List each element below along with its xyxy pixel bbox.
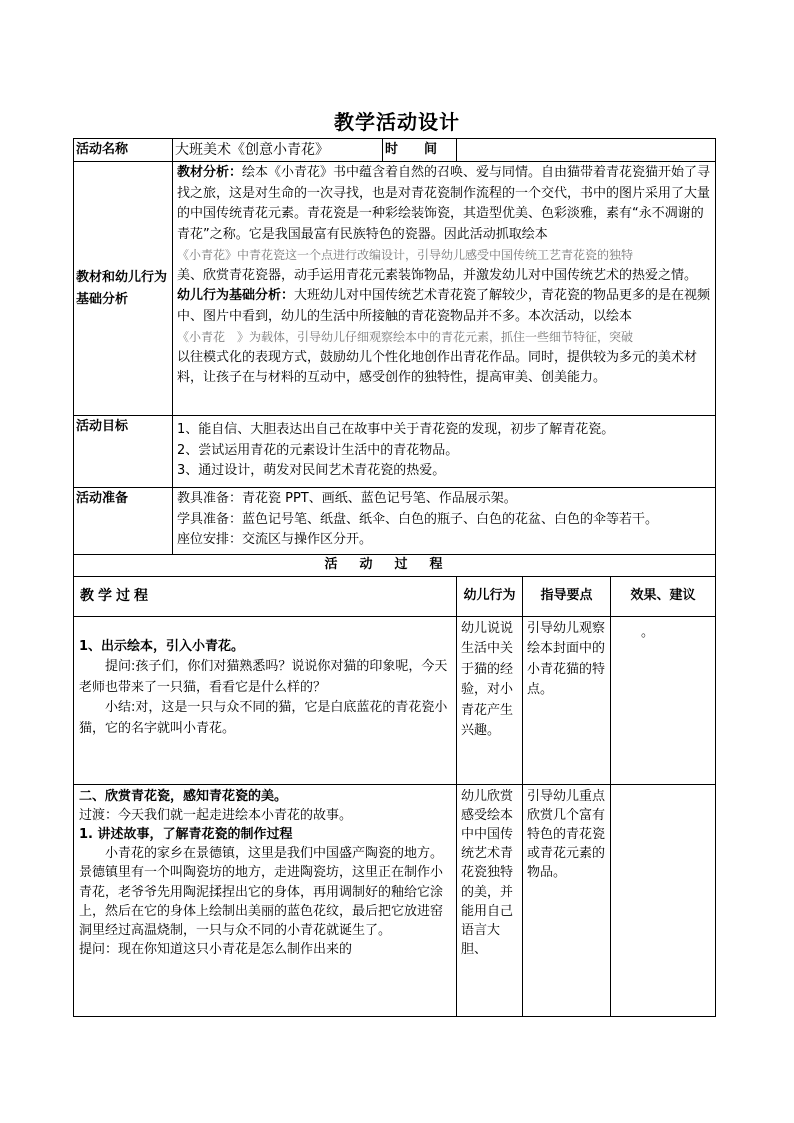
goals-row <box>74 416 716 488</box>
prep-item: 座位安排：交流区与操作区分开。 <box>177 532 373 547</box>
material-heading: 教材分析： <box>177 165 243 180</box>
process-header-row <box>74 576 716 616</box>
behavior-heading: 幼儿行为基础分析： <box>177 288 295 303</box>
goals-content <box>173 416 716 488</box>
activity-name-row <box>74 139 716 162</box>
step2-row <box>74 784 716 1016</box>
header-guide: 指导要点 <box>523 576 611 616</box>
time-value <box>457 139 716 162</box>
process-title-row <box>74 555 716 577</box>
header-effect: 效果、建议 <box>611 576 716 616</box>
analysis-label: 教材和幼儿行为基础分析 <box>74 162 173 416</box>
step1-guide: 引导幼儿观察绘本封面中的小青花猫的特点。 <box>523 616 611 784</box>
step2-child: 幼儿欣赏感受绘本中中国传统艺术青花瓷独特的美，并能用自己语言大胆、 <box>457 784 523 1016</box>
step1-question: 提问:孩子们，你们对猫熟悉吗？说说你对猫的印象呢，今天老师也带来了一只猫，看看它是什么样的？ <box>79 659 448 695</box>
material-text-2: 《小青花》中青花瓷这一个点进行改编设计，引导幼儿感受中国传统工艺青花瓷的独特 <box>177 248 634 262</box>
analysis-content <box>173 162 716 416</box>
behavior-text-2: 《小青花 》为载体，引导幼儿仔细观察绘本中的青花元素，抓住一些细节特征，突破 <box>177 330 634 344</box>
page-title: 教学活动设计 <box>334 110 460 134</box>
step1-summary: 小结:对，这是一只与众不同的猫，它是白底蓝花的青花瓷小猫，它的名字就叫小青花。 <box>79 700 448 736</box>
prep-label: 活动准备 <box>74 488 173 555</box>
prep-item: 学具准备：蓝色记号笔、纸盘、纸伞、白色的瓶子、白色的花盆、白色的伞等若干。 <box>177 511 659 527</box>
prep-row <box>74 488 716 555</box>
activity-name-value: 大班美术《创意小青花》 <box>173 139 383 162</box>
prep-content <box>173 488 716 555</box>
step1-effect: 。 <box>611 616 716 784</box>
goal-item: 2、尝试运用青花的元素设计生活中的青花物品。 <box>177 442 459 458</box>
process-title: 活动过程 <box>74 555 716 577</box>
lesson-plan-table <box>73 138 716 1017</box>
material-analysis <box>177 163 711 245</box>
goal-item: 3、通过设计，萌发对民间艺术青花瓷的热爱。 <box>177 463 446 478</box>
step1-heading: 1、出示绘本，引入小青花。 <box>79 638 245 654</box>
step2-subheading: 1. 讲述故事，了解青花瓷的制作过程 <box>79 826 293 842</box>
analysis-row <box>74 162 716 416</box>
behavior-text-1: 大班幼儿对中国传统艺术青花瓷了解较少，青花瓷的物品更多的是在视频中、图片中看到，幼儿的生活中所接触的青花瓷物品并不多。本次活动，以绘本 <box>177 288 711 324</box>
activity-name-label: 活动名称 <box>74 139 173 162</box>
behavior-text-3: 以往模式化的表现方式，鼓励幼儿个性化地创作出青花作品。同时，提供较为多元的美术材料，让孩子在与材料的互动中，感受创作的独特性，提高审美、创美能力。 <box>177 349 698 385</box>
goal-item: 1、能自信、大胆表达出自己在故事中关于青花瓷的发现，初步了解青花瓷。 <box>177 422 615 437</box>
material-text-1: 绘本《小青花》书中蕴含着自然的召唤、爱与同情。自由猫带着青花瓷猫开始了寻找之旅，这是对生命的一次寻找，也是对青花瓷制作流程的一个交代，书中的图片采用了大量的中国传统青花元素。青花瓷是一种彩绘装饰瓷，其造型优美、色彩淡雅，素有“永不凋谢的青花”之称。它是我国最富有民族特色的瓷器。因此活动抓取绘本 <box>177 165 711 242</box>
step2-story: 小青花的家乡在景德镇，这里是我们中国盛产陶瓷的地方。景德镇里有一个叫陶瓷坊的地方，走进陶瓷坊，这里正在制作小青花，老爷爷先用陶泥揉捏出它的身体，再用调制好的釉给它涂上，然后在它的身体上绘制出美丽的蓝色花纹，最后把它放进窑洞里经过高温烧制，一只与众不同的小青花就诞生了。 <box>79 846 444 938</box>
material-text-3: 美、欣赏青花瓷器，动手运用青花元素装饰物品，并激发幼儿对中国传统艺术的热爱之情。 <box>177 267 698 283</box>
step1-teaching <box>74 616 457 784</box>
step2-guide: 引导幼儿重点欣赏几个富有特色的青花瓷或青花元素的物品。 <box>523 784 611 1016</box>
step2-effect <box>611 784 716 1016</box>
step2-question: 提问：现在你知道这只小青花是怎么制作出来的 <box>79 942 353 958</box>
step2-transition: 过渡：今天我们就一起走进绘本小青花的故事。 <box>79 807 353 823</box>
step2-heading: 二、欣赏青花瓷，感知青花瓷的美。 <box>79 788 288 804</box>
prep-item: 教具准备：青花瓷 PPT、画纸、蓝色记号笔、作品展示架。 <box>177 491 517 506</box>
step2-teaching <box>74 784 457 1016</box>
header-teaching: 教学过程 <box>74 576 457 616</box>
step1-row <box>74 616 716 784</box>
goals-label: 活动目标 <box>74 416 173 488</box>
step1-child: 幼儿说说生活中关于猫的经验，对小青花产生兴趣。 <box>457 616 523 784</box>
behavior-analysis <box>177 286 711 327</box>
header-child: 幼儿行为 <box>457 576 523 616</box>
time-label: 时 间 <box>383 139 457 162</box>
